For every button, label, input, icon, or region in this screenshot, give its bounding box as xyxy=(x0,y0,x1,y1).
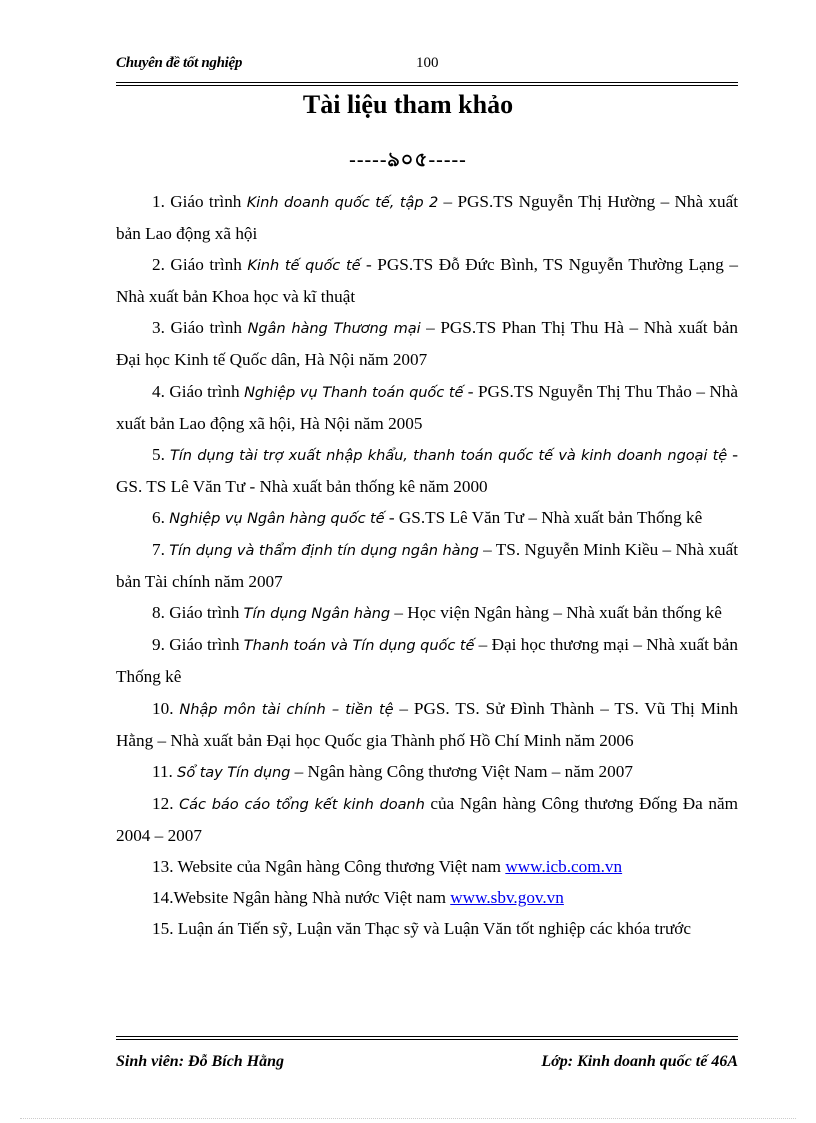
footer-class-name: Lớp: Kinh doanh quốc tế 46A xyxy=(541,1053,738,1070)
title-ornament: -----ঌ০৫----- xyxy=(349,149,467,171)
reference-item: 4. Giáo trình Nghiệp vụ Thanh toán quốc tế - PGS.TS Nguyễn Thị Thu Thảo – Nhà xuất bản Lao động xã hội, Hà Nội năm 2005 xyxy=(116,381,738,433)
reference-item: 7. Tín dụng và thẩm định tín dụng ngân hàng – TS. Nguyễn Minh Kiều – Nhà xuất bản Tài chính năm 2007 xyxy=(116,540,739,592)
reference-title: Tín dụng và thẩm định tín dụng ngân hàng xyxy=(169,542,479,560)
reference-item: 2. Giáo trình Kinh tế quốc tế - PGS.TS Đỗ Đức Bình, TS Nguyễn Thường Lạng – Nhà xuất bản Khoa học và kĩ thuật xyxy=(116,255,738,307)
reference-item: 6. Nghiệp vụ Ngân hàng quốc tế - GS.TS Lê Văn Tư – Nhà xuất bản Thống kê xyxy=(152,507,703,527)
page-title: Tài liệu tham khảo xyxy=(302,90,514,119)
reference-list xyxy=(116,186,738,944)
reference-title: Nhập môn tài chính – tiền tệ xyxy=(179,700,394,718)
reference-title: Tín dụng Ngân hàng xyxy=(243,605,391,623)
reference-item: 10. Nhập môn tài chính – tiền tệ – PGS. TS. Sử Đình Thành – TS. Vũ Thị Minh Hằng – Nhà xuất bản Đại học Quốc gia Thành phố Hồ Chí Minh năm 2006 xyxy=(116,698,738,750)
reference-title: Thanh toán và Tín dụng quốc tế xyxy=(243,637,475,655)
footer-rule-bottom xyxy=(116,1039,738,1040)
reference-title: Nghiệp vụ Thanh toán quốc tế xyxy=(244,383,464,401)
reference-item: 3. Giáo trình Ngân hàng Thương mại – PGS.TS Phan Thị Thu Hà – Nhà xuất bản Đại học Kinh tế Quốc dân, Hà Nội năm 2007 xyxy=(116,318,738,370)
reference-title: Kinh tế quốc tế xyxy=(247,257,361,275)
reference-item: 1. Giáo trình Kinh doanh quốc tế, tập 2 – PGS.TS Nguyễn Thị Hường – Nhà xuất bản Lao động xã hội xyxy=(116,192,739,244)
reference-title: Kinh doanh quốc tế, tập 2 xyxy=(246,194,439,211)
reference-item: 15. Luận án Tiến sỹ, Luận văn Thạc sỹ và Luận Văn tốt nghiệp các khóa trước xyxy=(152,919,691,939)
footer-rule-top xyxy=(116,1036,738,1037)
reference-title: Sổ tay Tín dụng xyxy=(177,763,291,781)
page-edge-divider xyxy=(20,1118,796,1119)
icb-website-link[interactable]: www.icb.com.vn xyxy=(505,856,623,876)
sbv-website-link[interactable]: www.sbv.gov.vn xyxy=(450,888,564,908)
reference-item: 9. Giáo trình Thanh toán và Tín dụng quốc tế – Đại học thương mại – Nhà xuất bản Thống kê xyxy=(116,635,739,687)
reference-item: 12. Các báo cáo tổng kết kinh doanh của Ngân hàng Công thương Đống Đa năm 2004 – 2007 xyxy=(116,793,738,845)
header-rule-top xyxy=(116,82,738,83)
reference-title: Các báo cáo tổng kết kinh doanh xyxy=(179,795,425,813)
footer-student-name: Sinh viên: Đỗ Bích Hằng xyxy=(116,1053,285,1070)
header-rule-bottom xyxy=(116,85,738,86)
reference-title: Tín dụng tài trợ xuất nhập khẩu, thanh toán quốc tế và kinh doanh ngoại tệ xyxy=(169,446,728,464)
reference-title: Ngân hàng Thương mại xyxy=(247,320,421,338)
reference-item: 13. Website của Ngân hàng Công thương Việt nam www.icb.com.vn xyxy=(152,856,623,876)
reference-title: Nghiệp vụ Ngân hàng quốc tế xyxy=(169,509,385,527)
reference-item: 5. Tín dụng tài trợ xuất nhập khẩu, thanh toán quốc tế và kinh doanh ngoại tệ - GS. TS Lê Văn Tư - Nhà xuất bản thống kê năm 2000 xyxy=(116,444,738,496)
header-document-type: Chuyên đề tốt nghiệp xyxy=(116,55,243,71)
page-number: 100 xyxy=(416,55,439,71)
reference-item: 11. Sổ tay Tín dụng – Ngân hàng Công thương Việt Nam – năm 2007 xyxy=(152,761,633,781)
reference-item: 8. Giáo trình Tín dụng Ngân hàng – Học viện Ngân hàng – Nhà xuất bản thống kê xyxy=(152,603,722,623)
reference-item: 14.Website Ngân hàng Nhà nước Việt nam www.sbv.gov.vn xyxy=(152,888,564,908)
